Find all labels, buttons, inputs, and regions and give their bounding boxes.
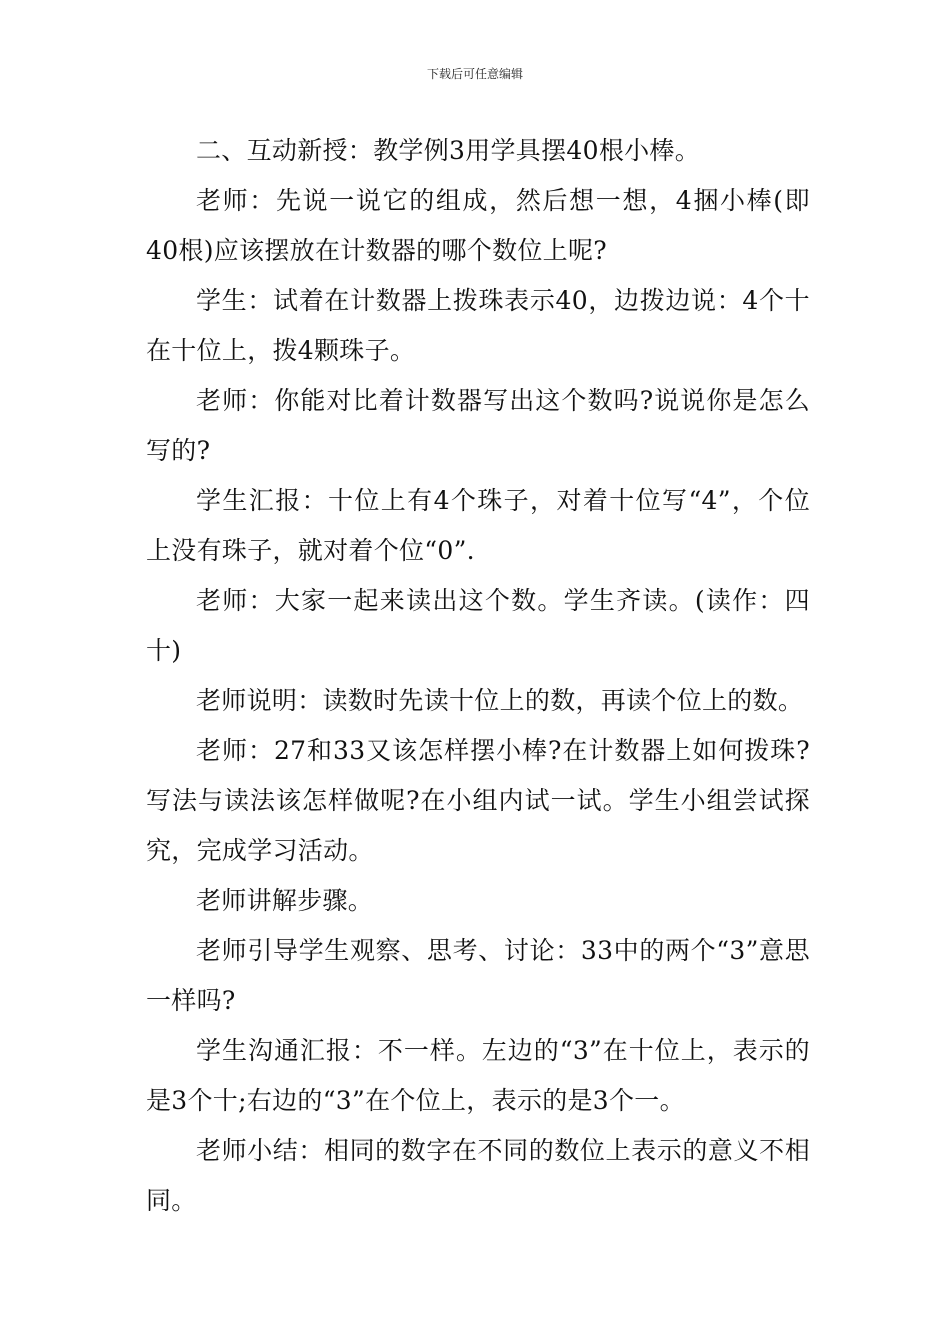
paragraph-teacher-read-aloud: 老师：大家一起来读出这个数。学生齐读。(读作：四十) xyxy=(146,586,810,665)
paragraph-teacher-summary: 老师小结：相同的数字在不同的数位上表示的意义不相同。 xyxy=(146,1136,810,1215)
paragraph-student-report-1: 学生汇报：十位上有4个珠子，对着十位写“4”，个位上没有珠子，就对着个位“0”. xyxy=(146,486,810,565)
paragraph-student-report-2: 学生沟通汇报：不一样。左边的“3”在十位上，表示的是3个十;右边的“3”在个位上，表示的是3个一。 xyxy=(146,1036,810,1115)
paragraph-teacher-question-1: 老师：先说一说它的组成，然后想一想，4捆小棒(即40根)应该摆放在计数器的哪个数位上呢? xyxy=(146,186,810,265)
paragraph-teacher-explanation: 老师说明：读数时先读十位上的数，再读个位上的数。 xyxy=(196,686,804,715)
paragraph-teacher-question-3: 老师：27和33又该怎样摆小棒?在计数器上如何拨珠?写法与读法该怎样做呢?在小组内试一试。学生小组尝试探究，完成学习活动。 xyxy=(146,736,810,865)
paragraph-student-abacus: 学生：试着在计数器上拨珠表示40，边拨边说：4个十在十位上，拨4颗珠子。 xyxy=(146,286,810,365)
paragraph-teacher-question-2: 老师：你能对比着计数器写出这个数吗?说说你是怎么写的? xyxy=(146,386,810,465)
paragraph-new-lesson: 二、互动新授：教学例3用学具摆40根小棒。 xyxy=(196,136,701,165)
page-header: 下载后可任意编辑 xyxy=(426,67,523,81)
paragraph-teacher-guide: 老师引导学生观察、思考、讨论：33中的两个“3”意思一样吗? xyxy=(146,936,810,1015)
document-body xyxy=(146,126,810,1226)
paragraph-teacher-steps: 老师讲解步骤。 xyxy=(196,886,374,915)
